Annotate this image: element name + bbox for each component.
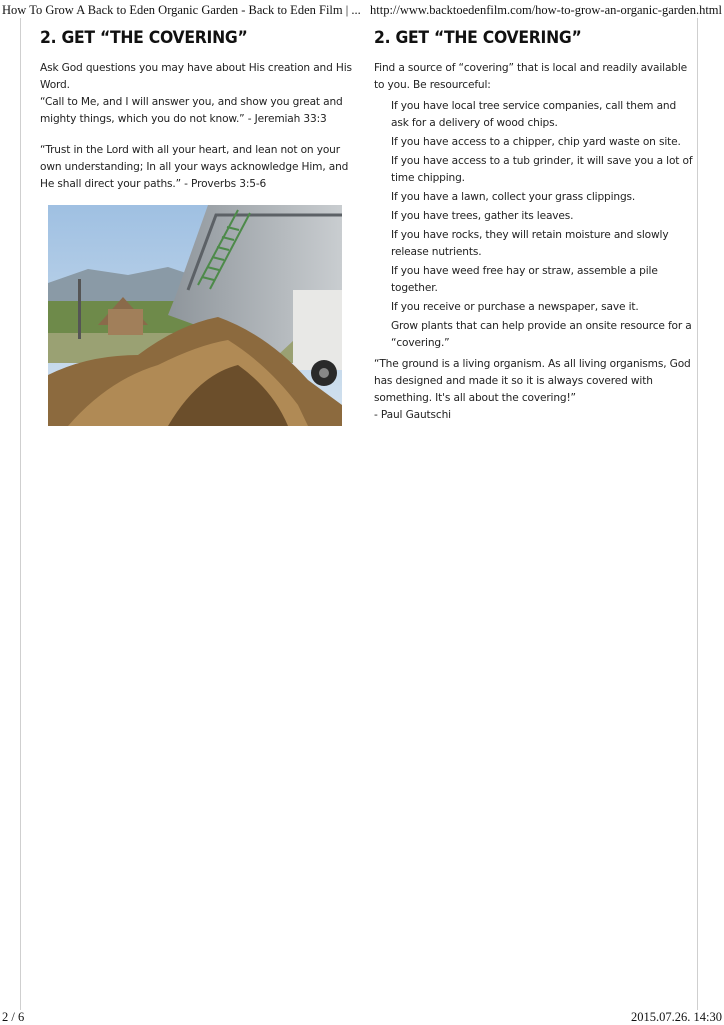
proverbs-quote: “Trust in the Lord with all your heart, and lean not on your own understanding; In all your ways acknowledge Him, and He shall direct your paths.” - Proverbs 3:5-6 (40, 144, 349, 190)
covering-sources-list (374, 98, 694, 352)
page-number: 2 / 6 (2, 1010, 25, 1024)
section-heading: 2. GET “THE COVERING” (40, 28, 248, 48)
left-column (40, 28, 355, 426)
list-item: If you have weed free hay or straw, assemble a pile together. (391, 265, 658, 294)
page-url: http://www.backtoedenfilm.com/how-to-grow-an-organic-garden.html (370, 3, 722, 17)
wood-chip-dump-truck-photo (48, 205, 342, 426)
jeremiah-quote: “Call to Me, and I will answer you, and show you great and mighty things, which you do not know.” - Jeremiah 33:3 (40, 96, 343, 125)
list-item: If you have access to a tub grinder, it will save you a lot of time chipping. (391, 155, 693, 184)
quote-attribution: - Paul Gautschi (374, 409, 451, 421)
section-heading: 2. GET “THE COVERING” (374, 28, 582, 48)
right-column (374, 28, 694, 424)
list-item: If you receive or purchase a newspaper, save it. (391, 301, 639, 313)
list-item: Grow plants that can help provide an onsite resource for a “covering.” (391, 320, 692, 349)
list-item: If you have local tree service companies, call them and ask for a delivery of wood chips. (391, 100, 677, 129)
gautschi-quote: “The ground is a living organism. As all living organisms, God has designed and made it so it is always covered with something. It's all about the covering!” (374, 358, 691, 404)
page-title: How To Grow A Back to Eden Organic Garden - Back to Eden Film | ... (2, 3, 361, 17)
list-item: If you have rocks, they will retain moisture and slowly release nutrients. (391, 229, 669, 258)
list-item: If you have access to a chipper, chip yard waste on site. (391, 136, 681, 148)
intro-paragraph: Find a source of “covering” that is local and readily available to you. Be resourceful: (374, 62, 688, 91)
intro-paragraph: Ask God questions you may have about His creation and His Word. (40, 62, 352, 91)
list-item: If you have a lawn, collect your grass clippings. (391, 191, 636, 203)
print-datetime: 2015.07.26. 14:30 (631, 1010, 722, 1024)
right-margin-rule (697, 18, 698, 1010)
list-item: If you have trees, gather its leaves. (391, 210, 574, 222)
left-margin-rule (20, 18, 21, 1010)
